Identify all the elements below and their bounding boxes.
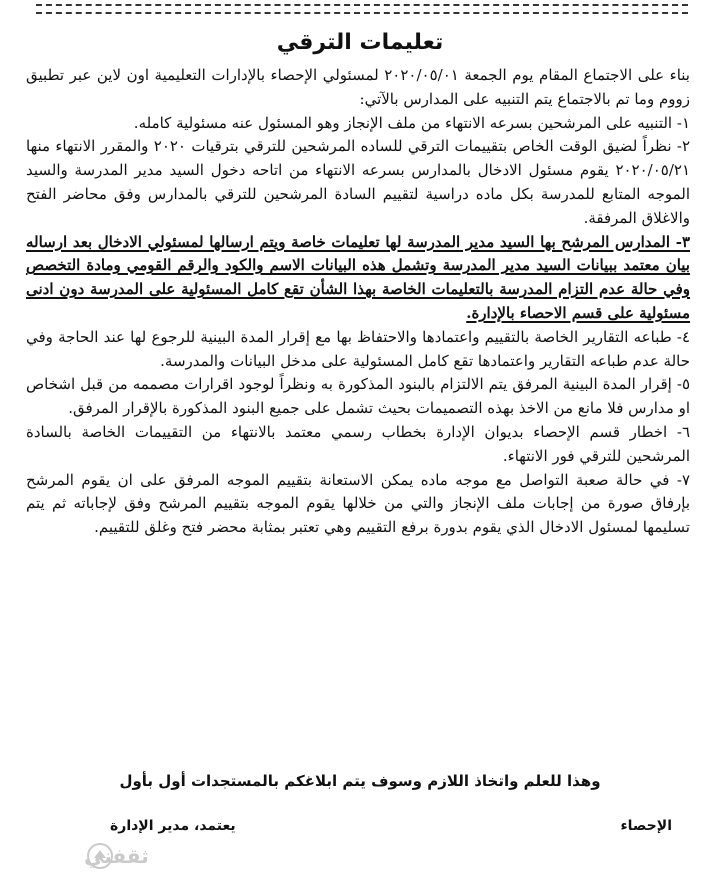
signature-statistics-dept: الإحصاء xyxy=(620,818,672,834)
closing-line: وهذا للعلم واتخاذ اللازم وسوف يتم ابلاغكم بالمستجدات أول بأول xyxy=(119,772,601,790)
document-body xyxy=(26,64,690,540)
document-title: تعليمات الترقي xyxy=(276,30,444,55)
instruction-item-4: ٤- طباعه التقارير الخاصة بالتقييم واعتمادها والاحتفاظ بها مع إقرار المدة البينية للرجوع لها عند الحاجة وفي حالة عدم طباعه التقارير واعتمادها تقع كامل المسئولية على مدخل البيانات والمدرسة. xyxy=(26,327,690,370)
signature-director: يعتمد، مدير الإدارة xyxy=(110,818,236,834)
instruction-item-3: ٣- المدارس المرشح بها السيد مدير المدرسة لها تعليمات خاصة ويتم ارسالها لمسئولي الادخال بعد ارساله بيان معتمد ببيانات السيد مدير المدرسة وتشمل هذه البيانات الاسم والكود والرقم القومي ومادة التخصص وفي حالة عدم التزام المدرسة بالتعليمات الخاصة بهذا الشأن تقع كامل المسئولية على المدرسة دون ادنى مسئولية على قسم الاحصاء بالإدارة. xyxy=(26,232,690,322)
instruction-item-6: ٦- اخطار قسم الإحصاء بديوان الإدارة بخطاب رسمي معتمد بالانتهاء من التقييمات الخاصة بالسادة المرشحين للترقي فور الانتهاء. xyxy=(26,422,690,465)
instruction-item-7: ٧- في حالة صعبة التواصل مع موجه ماده يمكن الاستعانة بتقييم الموجه المرفق على ان يقوم المرشح بإرفاق صورة من إجابات ملف الإنجاز والتي من خلالها يقوم الموجه بتقييم المرشح وفق لإجاباته ثم يتم تسليمها لمسئول الادخال الذي يقوم بدورة برفع التقييم وهي تعتبر بمثابة محضر فتح وغلق للتقييم. xyxy=(26,470,690,537)
top-dashed-rule xyxy=(36,4,688,14)
instruction-item-2: ٢- نظراً لضيق الوقت الخاص بتقييمات الترقي للساده المرشحين للترقي بترقيات ٢٠٢٠ والمقرر الانتهاء منها ٢٠٢٠/٠٥/٢١ يقوم مسئول الادخال بالمدارس بسرعه الانتهاء من اتاحه دخول السيد مدير المدرسة والسيد الموجه المتابع للمدرسة بكل ماده دراسية لتقييم السادة المرشحين للترقي بالمدارس وفق محاضر الفتح والاغلاق المرفقة. xyxy=(26,137,690,227)
instruction-item-5: ٥- إقرار المدة البينية المرفق يتم الالتزام بالبنود المذكورة به ونظراً لوجود اقرارات مصممه من قبل اشخاص او مدارس فلا مانع من الاخذ بهذه التصميمات بحيث تشمل على جميع البنود المذكورة بالإقرار المرفق. xyxy=(26,375,690,418)
watermark-logo xyxy=(8,836,149,876)
intro-paragraph: بناء على الاجتماع المقام يوم الجمعة ٢٠٢٠/٠٥/٠١ لمسئولي الإحصاء بالإدارات التعليمية اون لاين عبر تطبيق زووم وما تم بالاجتماع يتم التنبيه على المدارس بالآتي: xyxy=(26,66,690,108)
instruction-item-1: ١- التنبيه على المرشحين بسرعه الانتهاء من ملف الإنجاز وهو المسئول عنه مسئولية كامله. xyxy=(133,113,690,132)
svg-text:ثقفني: ثقفني xyxy=(84,844,149,868)
